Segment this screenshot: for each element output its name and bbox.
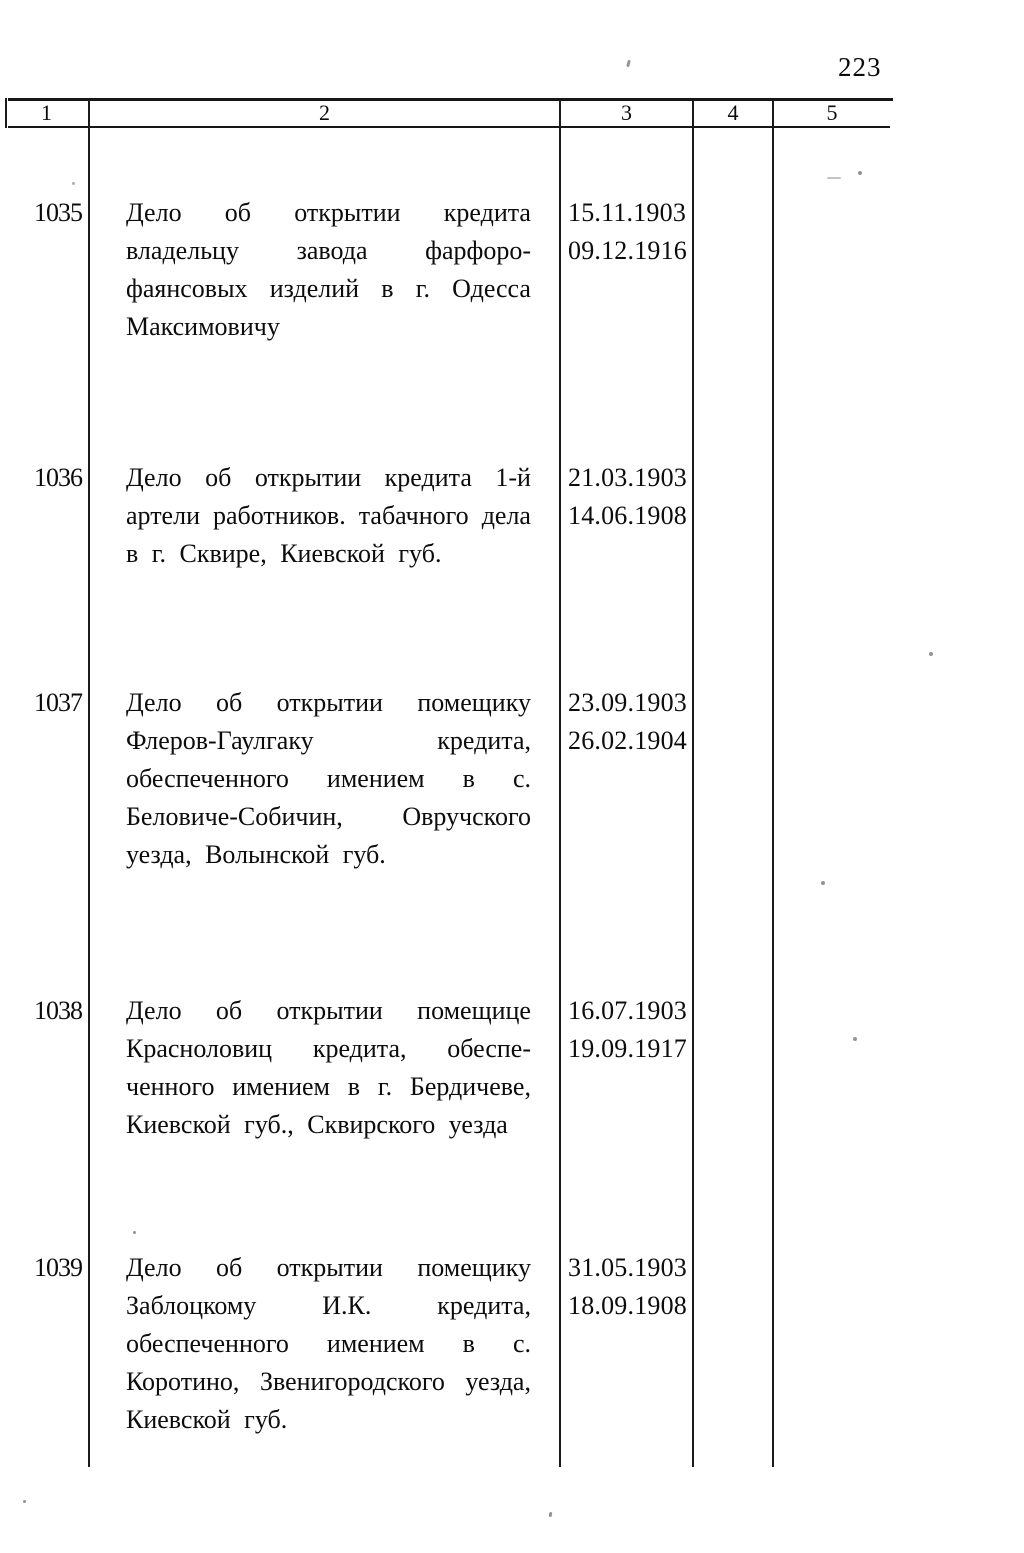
case-description-line: Коротино, Звенигородского уезда, xyxy=(126,1367,531,1396)
column-header-4: 4 xyxy=(727,99,739,125)
case-description-line: Киевской губ., Сквирского уезда xyxy=(126,1110,508,1139)
scan-speckle xyxy=(133,1231,136,1234)
scan-speckle xyxy=(72,182,75,185)
date-range xyxy=(568,194,700,270)
case-description-line: Киевской губ. xyxy=(126,1405,288,1434)
case-description-line: Дело об открытии помещику xyxy=(126,1253,531,1282)
case-description-line: Дело об открытии помещику xyxy=(126,688,531,717)
date-value: 26.02.1904 xyxy=(568,726,687,755)
date-value: 21.03.1903 xyxy=(568,463,687,492)
date-value: 15.11.1903 xyxy=(568,198,687,227)
case-number: 1038 xyxy=(34,996,82,1025)
case-description-line: Дело об открытии помещице xyxy=(126,996,531,1025)
date-value: 31.05.1903 xyxy=(568,1253,687,1282)
column-header-3: 3 xyxy=(621,99,632,125)
date-range xyxy=(568,459,700,535)
date-range xyxy=(568,992,700,1068)
column-header-5: 5 xyxy=(826,99,838,125)
case-description-line: артели работников. табачного дела xyxy=(126,501,531,530)
case-description-line: фаянсовых изделий в г. Одесса xyxy=(126,274,531,303)
scan-speckle xyxy=(549,1512,553,1517)
scan-speckle xyxy=(821,881,825,885)
case-description xyxy=(126,992,531,1144)
case-description xyxy=(126,684,531,874)
case-description-line: Дело об открытии кредита 1-й xyxy=(126,463,531,492)
case-description-line: ченного имением в г. Бердичеве, xyxy=(126,1072,531,1101)
date-range xyxy=(568,684,700,760)
case-description-line: Красноловиц кредита, обеспе- xyxy=(126,1034,531,1063)
scan-speckle xyxy=(853,1037,857,1041)
case-description xyxy=(126,1249,531,1439)
case-number: 1039 xyxy=(34,1253,82,1282)
date-value: 18.09.1908 xyxy=(568,1291,687,1320)
case-description-line: уезда, Волынской губ. xyxy=(126,840,386,869)
column-divider-1-2 xyxy=(88,98,90,1467)
case-number: 1036 xyxy=(34,463,82,492)
case-description-line: Максимовичу xyxy=(126,312,280,341)
case-description-line: Беловиче-Собичин, Овручского xyxy=(126,802,531,831)
scan-speckle xyxy=(827,177,841,179)
column-header-2: 2 xyxy=(319,99,330,125)
date-value: 09.12.1916 xyxy=(568,236,687,265)
case-description xyxy=(126,194,531,346)
date-range xyxy=(568,1249,700,1325)
scan-speckle xyxy=(23,1500,26,1503)
case-description-line: обеспеченного имением в с. xyxy=(126,764,531,793)
page-number: 223 xyxy=(838,52,882,82)
scan-speckle xyxy=(929,652,933,656)
date-value: 14.06.1908 xyxy=(568,501,687,530)
case-description-line: владельцу завода фарфоро- xyxy=(126,236,531,265)
case-description-line: Флеров-Гаулгаку кредита, xyxy=(126,726,531,755)
case-description-line: в г. Сквире, Киевской губ. xyxy=(126,539,442,568)
date-value: 16.07.1903 xyxy=(568,996,687,1025)
scan-speckle xyxy=(858,171,862,175)
column-divider-2-3 xyxy=(559,98,561,1467)
column-header-1: 1 xyxy=(41,99,52,125)
case-number: 1035 xyxy=(34,198,82,227)
scan-speckle xyxy=(626,60,631,68)
case-number: 1037 xyxy=(34,688,82,717)
date-value: 23.09.1903 xyxy=(568,688,687,717)
case-description-line: Заблоцкому И.К. кредита, xyxy=(126,1291,531,1320)
column-divider-4-5 xyxy=(772,98,774,1467)
case-description xyxy=(126,459,531,573)
date-value: 19.09.1917 xyxy=(568,1034,687,1063)
table-header-bottom-border xyxy=(8,126,890,128)
case-description-line: Дело об открытии кредита xyxy=(126,198,531,227)
case-description-line: обеспеченного имением в с. xyxy=(126,1329,531,1358)
